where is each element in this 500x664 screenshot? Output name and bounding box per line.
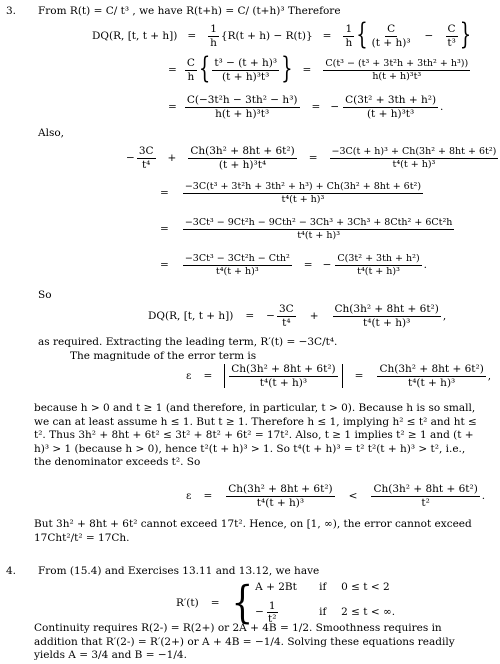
fraction: $\frac{\text{t³ − (t + h)³}}{\text{(t + h)³t³}}$ (214, 57, 278, 83)
item-3-intro: From R(t) = C/ t³ , we have R(t+h) = C/ (t+h)³ Therefore (38, 5, 341, 17)
equals-sign: = (187, 29, 197, 42)
fraction: $\frac{\text{C(3t² + 3th + h²)}}{\text{t⁴(t + h)³}}$ (337, 253, 420, 277)
equation-error-term: ε = $\frac{\text{Ch(3h² + 8ht + 6t²)}}{\text{t⁴(t + h)³}}$ = $\frac{\text{Ch(3h² + 8ht + 6t²)}}{\text{t⁴(t + h)³}}$ , (186, 363, 492, 389)
equation-combined: − $\frac{3C}{\text{t⁴}}$ + $\frac{\text{Ch(3h² + 8ht + 6t²)}}{\text{(t + h)³t⁴}}$ = $\frac{\text{−3C(t + h)³ + Ch(3h² + 8ht + 6t²)}}{\text{t⁴(t + h)³}}$ (126, 145, 497, 171)
piecewise-cases (255, 582, 395, 625)
extract-sentence: as required. Extracting the leading term, R′(t) = −3C/t⁴. (38, 336, 338, 348)
equals-sign: = (322, 29, 332, 42)
item-4-body: Continuity requires R(2-) = R(2+) or 2A + 4B = 1/2. Smoothness requires in addition that R′(2-) = R′(2+) or A + 4B = −1/4. Solving these equations readily yields A = 3/4 and B = −1/4. (34, 622, 455, 661)
fraction: $\frac{\text{Ch(3h² + 8ht + 6t²)}}{\text{t²}}$ (373, 483, 478, 509)
so-label: So (38, 289, 52, 301)
equation-piecewise-derivative: R′(t) = { A + 2Bt if 0 ≤ t < 2 − $\frac{1}{\text{t²}}$ if 2 ≤ t < ∞. (176, 577, 396, 630)
equation-dq-definition (92, 18, 472, 52)
fraction: $\frac{\text{−3Ct³ − 9Ct²h − 9Cth² − 3Ch³ + 3Ch³ + 8Cth² + 6Ct²h}}{\text{t⁴(t + h)³}}$ (184, 217, 453, 241)
item-4-number: 4. (6, 565, 17, 577)
fraction: $\frac{3C}{\text{t⁴}}$ (138, 145, 154, 171)
fraction: $\frac{C}{\text{(t + h)³}}$ (371, 23, 411, 49)
equation-expanded-numerator: = $\frac{\text{−3C(t³ + 3t²h + 3th² + h³) + Ch(3h² + 8ht + 6t²)}}{\text{t⁴(t + h)³}}$ (160, 181, 422, 205)
because-paragraph: because h > 0 and t ≥ 1 (and therefore, in particular, t > 0). Because h is so small, we can at least assume h ≤ 1. But t ≥ 1. Therefore h ≤ 1, implying h² ≤ t² and ht ≤ t². Thus 3h² + 8ht + 6t² ≤ 3t² + 8t² + 6t² = 17t². Also, t ≥ 1 implies t² ≥ 1 and (t + h)³ > 1 (because h > 0), hence t²(t + h)³ > 1. So t⁴(t + h)³ = t² t²(t + h)³ > t², i.e., the denominator exceeds t². So (34, 402, 477, 468)
equation-expansion: = $\frac{C}{h}$ { $\frac{\text{t³ − (t + h)³}}{\text{(t + h)³t³}}$ } = $\frac{\text{C(t³ − (t³ + 3t²h + 3th² + h³))}}{\text{h(t + h)³t³}}$ (168, 52, 469, 86)
fraction: $\frac{1}{h}$ (345, 23, 353, 49)
fraction: $\frac{\text{C(t³ − (t³ + 3t²h + 3th² + h³))}}{\text{h(t + h)³t³}}$ (325, 58, 469, 82)
fraction: $\frac{\text{Ch(3h² + 8ht + 6t²)}}{\text{(t + h)³t⁴}}$ (190, 145, 295, 171)
fraction: $\frac{\text{Ch(3h² + 8ht + 6t²)}}{\text{t⁴(t + h)³}}$ (379, 363, 484, 389)
fraction: $\frac{\text{Ch(3h² + 8ht + 6t²)}}{\text{t⁴(t + h)³}}$ (231, 363, 336, 389)
fraction: $\frac{\text{−3C(t³ + 3t²h + 3th² + h³) + Ch(3h² + 8ht + 6t²)}}{\text{t⁴(t + h)³}}$ (184, 181, 422, 205)
case-1: A + 2Bt if 0 ≤ t < 2 (255, 581, 390, 593)
fraction: $\frac{\text{−3C(t + h)³ + Ch(3h² + 8ht + 6t²)}}{\text{t⁴(t + h)³}}$ (331, 146, 497, 170)
fraction: $\frac{3C}{\text{t⁴}}$ (278, 303, 294, 329)
item-3-number: 3. (6, 5, 17, 17)
case-2: − $\frac{1}{\text{t²}}$ if 2 ≤ t < ∞. (255, 599, 396, 625)
minus-sign: − (424, 29, 434, 42)
piecewise-brace: { (231, 577, 254, 630)
fraction: $\frac{\text{C(−3t²h − 3th² − h³)}}{\text{h(t + h)³t³}}$ (186, 94, 298, 120)
equation-dq-result: DQ(R, [t, t + h]) = − $\frac{3C}{\text{t⁴}}$ + $\frac{\text{Ch(3h² + 8ht + 6t²)}}{\text{t⁴(t + h)³}}$ , (148, 303, 447, 329)
difference-term: {R(t + h) − R(t)} (220, 29, 313, 42)
fraction: $\frac{\text{Ch(3h² + 8ht + 6t²)}}{\text{t⁴(t + h)³}}$ (334, 303, 439, 329)
fraction: $\frac{\text{Ch(3h² + 8ht + 6t²)}}{\text{t⁴(t + h)³}}$ (228, 483, 333, 509)
dq-lhs: DQ(R, [t, t + h]) (92, 29, 178, 42)
also-label: Also, (38, 127, 64, 139)
magnitude-sentence: The magnitude of the error term is (70, 350, 257, 362)
equation-collected: = $\frac{\text{−3Ct³ − 3Ct²h − Cth²}}{\text{t⁴(t + h)³}}$ = − $\frac{\text{C(3t² + 3th + h²)}}{\text{t⁴(t + h)³}}$ . (160, 253, 428, 277)
left-brace: { (356, 18, 368, 52)
fraction: $\frac{1}{h}$ (210, 23, 217, 49)
item-4-intro: From (15.4) and Exercises 13.11 and 13.12, we have (38, 565, 320, 577)
absolute-value (224, 364, 342, 388)
equation-error-bound: ε = $\frac{\text{Ch(3h² + 8ht + 6t²)}}{\text{t⁴(t + h)³}}$ < $\frac{\text{Ch(3h² + 8ht + 6t²)}}{\text{t²}}$ . (186, 483, 486, 509)
fraction: $\frac{1}{\text{t²}}$ (267, 599, 277, 625)
equation-simplified: = $\frac{\text{C(−3t²h − 3th² − h³)}}{\text{h(t + h)³t³}}$ = − $\frac{\text{C(3t² + 3th + h²)}}{\text{(t + h)³t³}}$ . (168, 94, 444, 120)
fraction: $\frac{\text{C(3t² + 3th + h²)}}{\text{(t + h)³t³}}$ (345, 94, 437, 120)
fraction: $\frac{\text{−3Ct³ − 3Ct²h − Cth²}}{\text{t⁴(t + h)³}}$ (184, 253, 290, 277)
fraction: $\frac{C}{\text{t³}}$ (447, 23, 456, 49)
fraction: $\frac{C}{h}$ (186, 57, 195, 83)
conclusion-paragraph: But 3h² + 8ht + 6t² cannot exceed 17t². Hence, on [1, ∞), the error cannot exceed 17Cht²/t² = 17Ch. (34, 518, 472, 544)
equation-distributed: = $\frac{\text{−3Ct³ − 9Ct²h − 9Cth² − 3Ch³ + 3Ch³ + 8Cth² + 6Ct²h}}{\text{t⁴(t + h)³}}$ (160, 217, 453, 241)
right-brace: } (459, 18, 472, 52)
